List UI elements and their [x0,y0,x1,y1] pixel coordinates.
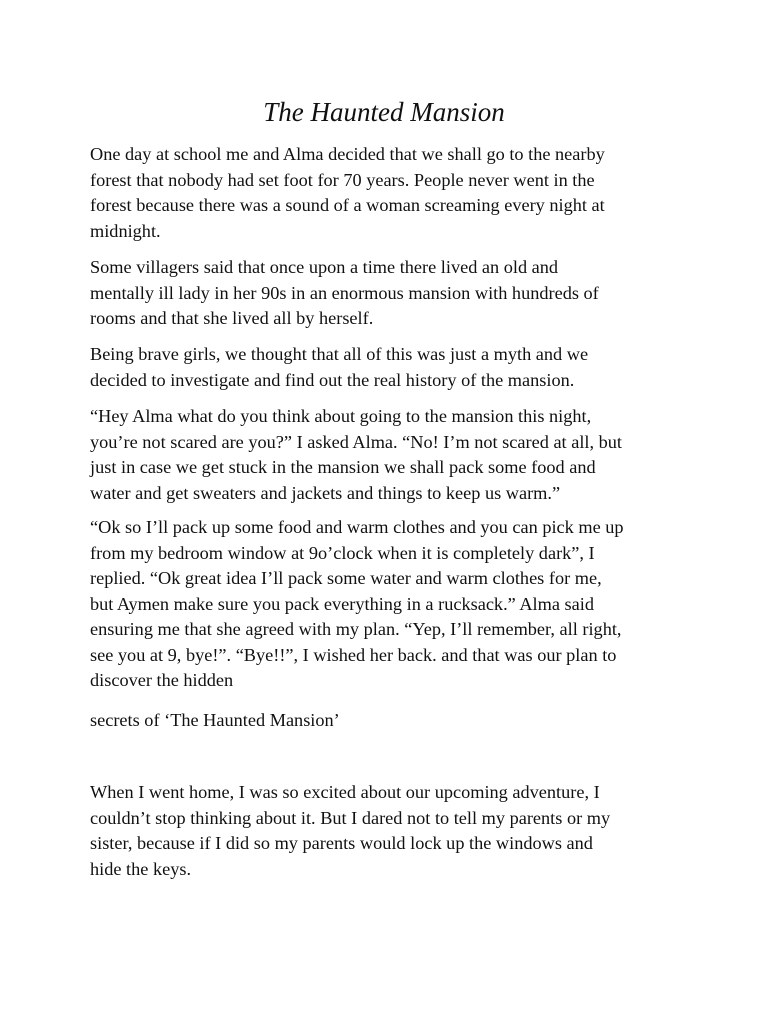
paragraph-1-line-3: forest because there was a sound of a woman screaming every night at [90,195,605,215]
paragraph-2 [90,255,690,332]
paragraph-6 [90,708,690,734]
paragraph-6-line-1: secrets of ‘The Haunted Mansion’ [90,710,340,730]
paragraph-2-line-3: rooms and that she lived all by herself. [90,308,374,328]
paragraph-3-line-1: Being brave girls, we thought that all of this was just a myth and we [90,344,589,364]
paragraph-1-line-4: midnight. [90,220,161,241]
paragraph-5-line-2: from my bedroom window at 9o’clock when it is completely dark”, I [90,542,595,563]
paragraph-7-line-1: When I went home, I was so excited about our upcoming adventure, I [90,782,600,802]
paragraph-4-line-1: “Hey Alma what do you think about going to the mansion this night, [90,406,592,426]
paragraph-4-line-4: water and get sweaters and jackets and things to keep us warm.” [90,482,561,503]
paragraph-4-line-3: just in case we get stuck in the mansion we shall pack some food and [90,457,596,477]
paragraph-7-line-3: sister, because if I did so my parents would lock up the windows and [90,833,593,853]
paragraph-2-line-2: mentally ill lady in her 90s in an enormous mansion with hundreds of [90,282,599,303]
paragraph-5-line-7: discover the hidden [90,670,234,690]
document-title: The Haunted Mansion [263,97,505,127]
paragraph-2-line-1: Some villagers said that once upon a time there lived an old and [90,257,559,277]
paragraph-7-line-4: hide the keys. [90,858,192,879]
paragraph-1-line-2: forest that nobody had set foot for 70 years. People never went in the [90,169,595,190]
paragraph-4-line-2: you’re not scared are you?” I asked Alma. “No! I’m not scared at all, but [90,431,622,452]
paragraph-5-line-3: replied. “Ok great idea I’ll pack some water and warm clothes for me, [90,568,602,588]
paragraph-7 [90,780,690,882]
paragraph-5-line-6: see you at 9, bye!”. “Bye!!”, I wished her back. and that was our plan to [90,644,617,665]
paragraph-7-line-2: couldn’t stop thinking about it. But I dared not to tell my parents or my [90,807,611,828]
paragraph-5-line-4: but Aymen make sure you pack everything in a rucksack.” Alma said [90,593,594,614]
paragraph-5-line-5: ensuring me that she agreed with my plan. “Yep, I’ll remember, all right, [90,619,622,639]
paragraph-3 [90,342,690,393]
paragraph-1 [90,142,690,244]
paragraph-4 [90,404,690,506]
paragraph-1-line-1: One day at school me and Alma decided that we shall go to the nearby [90,144,605,164]
paragraph-3-line-2: decided to investigate and find out the real history of the mansion. [90,369,575,390]
paragraph-5-line-1: “Ok so I’ll pack up some food and warm clothes and you can pick me up [90,517,624,537]
paragraph-5 [90,515,690,694]
